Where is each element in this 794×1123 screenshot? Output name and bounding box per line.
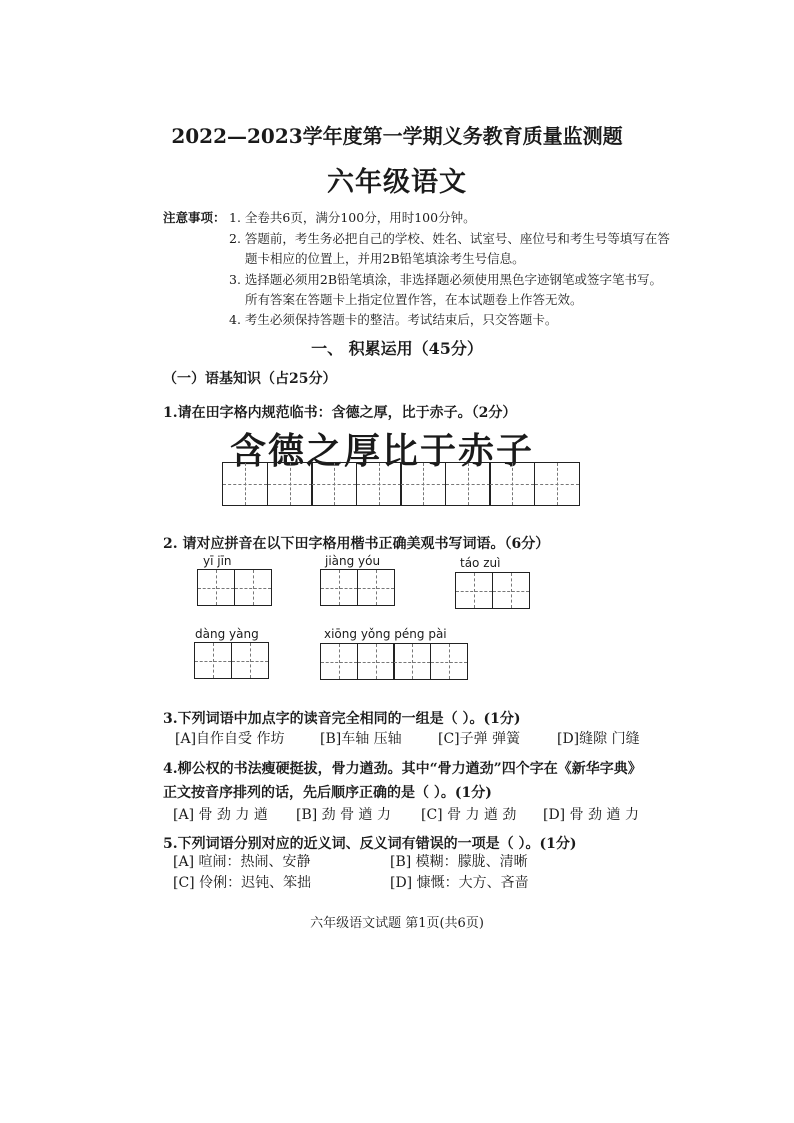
writing-cell[interactable] bbox=[320, 643, 358, 680]
question-5-prompt: 5.下列词语分别对应的近义词、反义词有错误的一项是（ ）。(1分) bbox=[163, 836, 577, 852]
q4-option-b[interactable]: [B] 劲 骨 遒 力 bbox=[296, 807, 392, 823]
notice-item: 3. 选择题必须用2B铅笔填涂，非选择题必须使用黑色字迹钢笔或签字笔书写。 bbox=[229, 272, 663, 287]
q3-option-d[interactable]: [D]缝隙 门缝 bbox=[557, 731, 640, 747]
question-1-prompt: 1.请在田字格内规范临书：含德之厚，比于赤子。（2分） bbox=[163, 405, 517, 421]
writing-cell[interactable] bbox=[231, 642, 269, 679]
exam-subtitle: 六年级语文 bbox=[327, 167, 467, 198]
exam-title: 2022—2023学年度第一学期义务教育质量监测题 bbox=[171, 124, 623, 148]
pinyin-label: yī jīn bbox=[203, 554, 232, 568]
writing-cell[interactable] bbox=[357, 643, 395, 680]
writing-cell[interactable] bbox=[311, 462, 357, 506]
q2-grid-2[interactable] bbox=[320, 569, 393, 606]
pinyin-label: jiàng yóu bbox=[325, 554, 381, 568]
q4-option-d[interactable]: [D] 骨 劲 遒 力 bbox=[543, 807, 639, 823]
writing-cell[interactable] bbox=[222, 462, 268, 506]
notice-item: 题卡相应的位置上，并用2B铅笔填涂考生号信息。 bbox=[245, 251, 525, 266]
writing-cell[interactable] bbox=[267, 462, 313, 506]
q3-option-b[interactable]: [B]车轴 压轴 bbox=[320, 731, 402, 747]
notice-item: 所有答案在答题卡上指定位置作答，在本试题卷上作答无效。 bbox=[245, 292, 583, 307]
writing-cell[interactable] bbox=[400, 462, 446, 506]
question-4-prompt-line1: 4.柳公权的书法瘦硬挺拔，骨力遒劲。其中“骨力遒劲”四个字在《新华字典》 bbox=[163, 761, 642, 777]
writing-cell[interactable] bbox=[445, 462, 491, 506]
calligraphy-model-text: 含德之厚比于赤子 bbox=[230, 430, 535, 472]
notice-item: 1. 全卷共6页，满分100分，用时100分钟。 bbox=[229, 210, 476, 225]
notice-label: 注意事项： bbox=[163, 210, 226, 225]
writing-cell[interactable] bbox=[194, 642, 232, 679]
subsection-heading: （一）语基知识（占25分） bbox=[163, 371, 337, 387]
q5-option-a[interactable]: [A] 喧闹：热闹、安静 bbox=[173, 854, 311, 870]
q2-grid-3[interactable] bbox=[455, 572, 528, 609]
question-3-prompt: 3.下列词语中加点字的读音完全相同的一组是（ ）。(1分) bbox=[163, 711, 521, 727]
q4-option-a[interactable]: [A] 骨 劲 力 遒 bbox=[173, 807, 268, 823]
pinyin-label: dàng yàng bbox=[195, 627, 259, 641]
page-footer: 六年级语文试题 第1页(共6页) bbox=[310, 916, 484, 931]
q5-option-b[interactable]: [B] 模糊：朦胧、清晰 bbox=[390, 854, 528, 870]
writing-cell[interactable] bbox=[320, 569, 358, 606]
writing-cell[interactable] bbox=[455, 572, 493, 609]
q3-option-c[interactable]: [C]子弹 弹簧 bbox=[438, 731, 521, 747]
q5-option-c[interactable]: [C] 伶俐：迟钝、笨拙 bbox=[173, 875, 312, 891]
q4-option-c[interactable]: [C] 骨 力 遒 劲 bbox=[421, 807, 517, 823]
writing-cell[interactable] bbox=[356, 462, 402, 506]
notice-item: 2. 答题前，考生务必把自己的学校、姓名、试室号、座位号和考生号等填写在答 bbox=[229, 231, 670, 246]
section-heading: 一、 积累运用（45分） bbox=[311, 339, 483, 358]
q2-grid-1[interactable] bbox=[197, 569, 270, 606]
pinyin-label: xiōng yǒng péng pài bbox=[324, 627, 447, 641]
writing-cell[interactable] bbox=[489, 462, 535, 506]
question-2-prompt: 2. 请对应拼音在以下田字格用楷书正确美观书写词语。（6分） bbox=[163, 536, 550, 552]
writing-cell[interactable] bbox=[534, 462, 580, 506]
q1-writing-grid[interactable] bbox=[222, 462, 578, 506]
q2-grid-5[interactable] bbox=[320, 643, 466, 680]
q3-option-a[interactable]: [A]自作自受 作坊 bbox=[175, 731, 285, 747]
writing-cell[interactable] bbox=[234, 569, 272, 606]
writing-cell[interactable] bbox=[393, 643, 431, 680]
q5-option-d[interactable]: [D] 慷慨：大方、吝啬 bbox=[390, 875, 529, 891]
pinyin-label: táo zuì bbox=[460, 556, 501, 570]
writing-cell[interactable] bbox=[492, 572, 530, 609]
writing-cell[interactable] bbox=[430, 643, 468, 680]
question-4-prompt-line2: 正文按音序排列的话，先后顺序正确的是（ ）。(1分) bbox=[163, 785, 492, 801]
notice-item: 4. 考生必须保持答题卡的整洁。考试结束后，只交答题卡。 bbox=[229, 312, 558, 327]
writing-cell[interactable] bbox=[197, 569, 235, 606]
writing-cell[interactable] bbox=[357, 569, 395, 606]
q2-grid-4[interactable] bbox=[194, 642, 267, 679]
